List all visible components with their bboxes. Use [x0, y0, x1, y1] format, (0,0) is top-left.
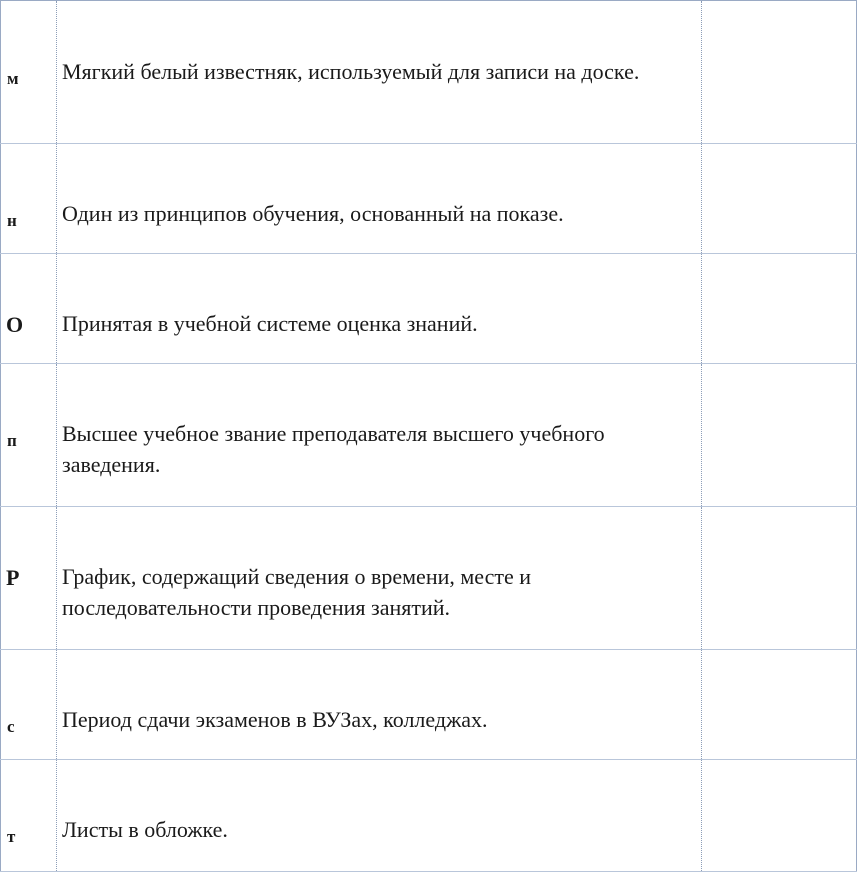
letter-cell: [1, 507, 57, 650]
definition-cell: [57, 1, 702, 144]
table-row: [1, 364, 857, 507]
definition-cell: [57, 507, 702, 650]
letter-cell: [1, 364, 57, 507]
row-definition: График, содержащий сведения о времени, месте и последовательности проведения занятий.: [62, 564, 532, 620]
row-definition: Один из принципов обучения, основанный на показе.: [62, 201, 564, 226]
row-definition: Высшее учебное звание преподавателя высшего учебного заведения.: [62, 421, 605, 477]
table-row: [1, 254, 857, 364]
row-letter: п: [7, 431, 17, 450]
definition-cell: [57, 364, 702, 507]
table-row: [1, 507, 857, 650]
row-letter: О: [6, 312, 24, 337]
definition-cell: [57, 760, 702, 872]
answer-cell[interactable]: [702, 650, 857, 760]
table-row: [1, 144, 857, 254]
answer-cell[interactable]: [702, 507, 857, 650]
row-definition: Листы в обложке.: [62, 817, 228, 842]
row-letter: Р: [6, 565, 20, 590]
letter-cell: [1, 254, 57, 364]
letter-cell: [1, 650, 57, 760]
row-definition: Принятая в учебной системе оценка знаний.: [62, 311, 478, 336]
row-definition: Мягкий белый известняк, используемый для записи на доске.: [62, 59, 640, 84]
answer-cell[interactable]: [702, 254, 857, 364]
row-letter: с: [7, 717, 15, 736]
row-definition: Период сдачи экзаменов в ВУЗах, колледжах.: [62, 707, 488, 732]
definition-cell: [57, 650, 702, 760]
table-row: [1, 760, 857, 872]
row-letter: м: [7, 69, 19, 88]
answer-cell[interactable]: [702, 1, 857, 144]
table-row: [1, 650, 857, 760]
letter-cell: [1, 760, 57, 872]
definition-cell: [57, 254, 702, 364]
letter-cell: [1, 144, 57, 254]
letter-cell: [1, 1, 57, 144]
table-row: [1, 1, 857, 144]
answer-cell[interactable]: [702, 144, 857, 254]
answer-cell[interactable]: [702, 760, 857, 872]
definition-cell: [57, 144, 702, 254]
row-letter: т: [7, 827, 16, 846]
row-letter: н: [7, 211, 17, 230]
answer-cell[interactable]: [702, 364, 857, 507]
